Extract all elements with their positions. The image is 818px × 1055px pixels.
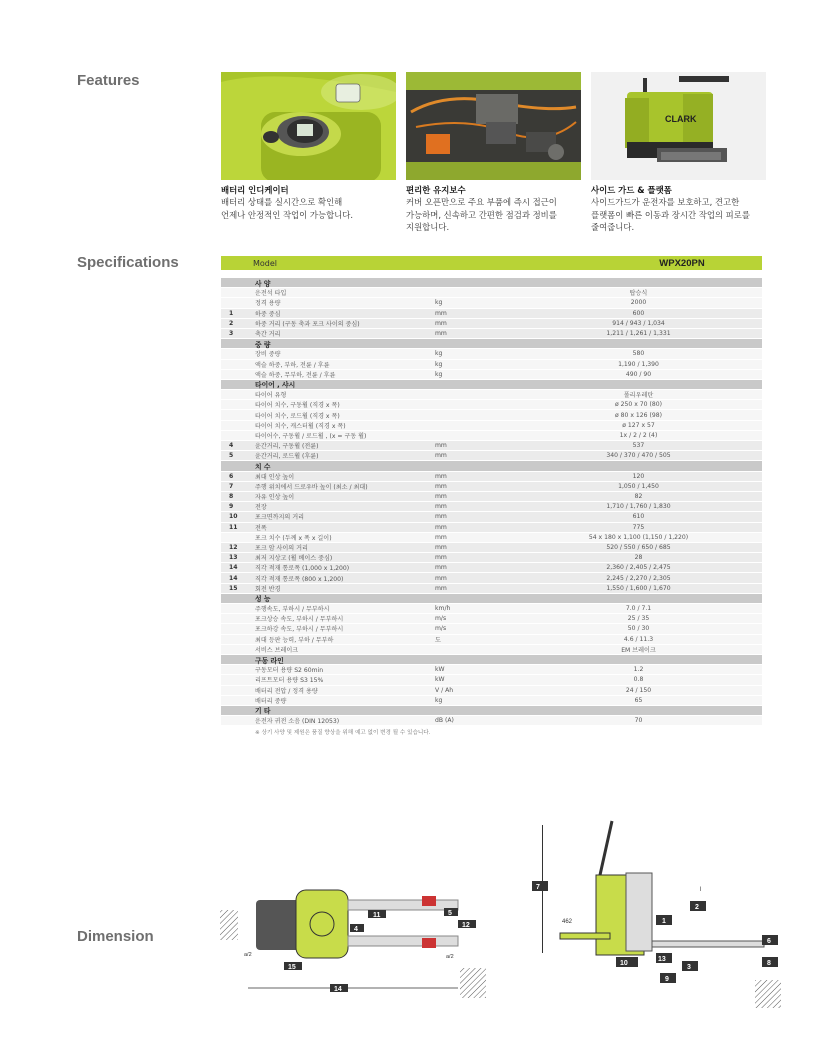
spec-desc: 타이어 치수, 캐스터휠 (직경 x 폭) (255, 422, 346, 430)
spec-row (221, 472, 762, 482)
spec-category-row (221, 380, 762, 390)
spec-unit: mm (435, 482, 447, 490)
spec-value: 1.2 (633, 666, 644, 674)
dim-label: a/2 (244, 952, 252, 958)
spec-unit: kg (435, 350, 443, 358)
spec-num: 3 (229, 330, 234, 338)
spec-desc: 액슬 하중, 부하, 전륜 / 후륜 (255, 361, 330, 369)
spec-desc: 직각 적재 통로폭 (1,000 x 1,200) (255, 565, 350, 573)
spec-unit: mm (435, 533, 447, 541)
spec-row (221, 360, 762, 370)
dim-label: 462 (562, 919, 573, 925)
spec-category: 중 량 (255, 340, 271, 349)
spec-unit: mm (435, 452, 447, 460)
spec-value: 120 (632, 472, 645, 480)
spec-desc: 주행속도, 부하시 / 무부하시 (255, 606, 330, 614)
model-value: WPX20PN (659, 257, 705, 269)
spec-desc: 윤간거리, 구동휠 (전륜) (255, 443, 319, 451)
spec-row (221, 410, 762, 420)
spec-unit: km/h (435, 605, 451, 613)
spec-value: 82 (634, 493, 643, 501)
spec-num: 15 (229, 584, 238, 592)
spec-value: 1,190 / 1,390 (618, 360, 659, 368)
spec-num: 6 (229, 472, 234, 480)
spec-row (221, 309, 762, 319)
spec-row (221, 482, 762, 492)
specifications-heading: Specifications (77, 254, 179, 271)
spec-category-row (221, 461, 762, 471)
spec-unit: 도 (435, 636, 441, 644)
spec-value: 25 / 35 (627, 615, 650, 623)
spec-category: 사 양 (255, 279, 271, 288)
spec-unit: mm (435, 319, 447, 327)
spec-num: 8 (229, 493, 234, 501)
spec-num: 12 (229, 543, 238, 551)
spec-value: 1,211 / 1,261 / 1,331 (606, 330, 671, 338)
spec-unit: mm (435, 543, 447, 551)
spec-desc: 전장 (255, 504, 267, 512)
spec-unit: mm (435, 584, 447, 592)
spec-row (221, 635, 762, 645)
spec-row (221, 502, 762, 512)
feature-title: 사이드 가드 & 플랫폼 (591, 185, 672, 195)
spec-num: 10 (229, 513, 238, 521)
spec-unit: mm (435, 554, 447, 562)
dim-label: 13 (658, 956, 666, 963)
spec-row (221, 298, 762, 308)
spec-desc: 포크하강 속도, 부하시 / 무부하시 (255, 626, 344, 634)
spec-row (221, 716, 762, 726)
spec-unit: mm (435, 472, 447, 480)
spec-value: 1,710 / 1,760 / 1,830 (606, 503, 671, 511)
spec-value: 7.0 / 7.1 (625, 605, 652, 613)
features-heading: Features (77, 72, 140, 89)
spec-value: 914 / 943 / 1,034 (612, 319, 665, 327)
dim-label: 12 (462, 922, 470, 929)
dimension-heading: Dimension (77, 928, 154, 945)
spec-row (221, 624, 762, 634)
spec-unit: mm (435, 493, 447, 501)
spec-row (221, 686, 762, 696)
spec-desc: 타이어 유형 (255, 392, 287, 400)
spec-desc: 포크상승 속도, 부하시 / 무부하시 (255, 616, 344, 624)
spec-unit: mm (435, 330, 447, 338)
spec-category: 치 수 (255, 462, 271, 471)
spec-desc: 주행 위치에서 드로우바 높이 (최소 / 최대) (255, 483, 368, 491)
spec-desc: 축간 거리 (255, 331, 281, 339)
spec-value: ø 250 x 70 (80) (615, 401, 662, 409)
dim-label: 5 (448, 910, 452, 917)
dim-label: 14 (334, 986, 342, 993)
battery-indicator-photo (221, 72, 396, 180)
spec-unit: m/s (435, 615, 447, 623)
dim-label: 1 (662, 918, 666, 925)
spec-desc: 최저 지상고 (휠 베이스 중심) (255, 555, 333, 563)
spec-value: 2000 (630, 299, 647, 307)
model-row (221, 256, 762, 270)
spec-category: 구동 라인 (255, 656, 284, 665)
spec-value: 775 (632, 523, 645, 531)
spec-rows (221, 278, 762, 726)
spec-unit: kg (435, 696, 443, 704)
spec-table (221, 256, 762, 736)
spec-row (221, 288, 762, 298)
spec-value: 54 x 180 x 1,100 (1,150 / 1,220) (588, 533, 689, 541)
dim-label: 8 (767, 960, 771, 967)
spec-value: EM 브레이크 (621, 646, 656, 654)
maintenance-photo (406, 72, 581, 180)
spec-row (221, 421, 762, 431)
spec-unit: dB (A) (435, 717, 454, 725)
spec-value: ø 127 x 57 (622, 421, 655, 429)
spec-row (221, 431, 762, 441)
spec-num: 11 (229, 523, 238, 531)
dim-label: 3 (687, 964, 691, 971)
spec-desc: 운전자 귀전 소음 (DIN 12053) (255, 718, 340, 726)
spec-value: 520 / 550 / 650 / 685 (606, 543, 671, 551)
spec-value: 4.6 / 11.3 (623, 635, 654, 643)
spec-unit: V / Ah (435, 686, 454, 694)
spec-desc: 배터리 중량 (255, 697, 287, 705)
spec-row (221, 584, 762, 594)
dim-label: 11 (373, 912, 381, 919)
spec-value: 2,245 / 2,270 / 2,305 (606, 574, 671, 582)
spec-desc: 하중 중심 (255, 310, 281, 318)
spec-desc: 리프트모터 용량 S3 15% (255, 677, 324, 685)
spec-row (221, 523, 762, 533)
spec-row (221, 512, 762, 522)
dim-label: 7 (536, 884, 540, 891)
spec-num: 9 (229, 503, 234, 511)
spec-row (221, 573, 762, 583)
feature-title: 편리한 유지보수 (406, 185, 466, 195)
spec-row (221, 400, 762, 410)
spec-desc: 서비스 브레이크 (255, 646, 299, 654)
dim-label: 15 (288, 964, 296, 971)
spec-value: 610 (632, 513, 645, 521)
spec-desc: 직각 적재 통로폭 (800 x 1,200) (255, 575, 344, 583)
spec-desc: 포크면까지의 거리 (255, 514, 305, 522)
spec-category: 기 타 (255, 707, 271, 716)
spec-category-row (221, 278, 762, 288)
feature-caption (406, 184, 581, 233)
spec-desc: 타이어수, 구동휠 / 로드휠 , (x = 구동 휠) (255, 432, 367, 440)
spec-value: 1,050 / 1,450 (618, 482, 659, 490)
spec-unit: kg (435, 299, 443, 307)
feature-desc: 커버 오픈만으로 주요 부품에 즉시 접근이 가능하며, 신속하고 간편한 점검과 정비를 지원합니다. (406, 197, 557, 232)
spec-row (221, 390, 762, 400)
spec-unit: mm (435, 574, 447, 582)
spec-desc: 하중 거리 (구동 축과 포크 사이의 중심) (255, 320, 360, 328)
spec-unit: mm (435, 523, 447, 531)
spec-value: 490 / 90 (625, 370, 652, 378)
dim-label: 10 (620, 960, 628, 967)
spec-unit: kW (435, 666, 445, 674)
feature-desc: 배터리 상태를 실시간으로 확인해 언제나 안정적인 작업이 가능합니다. (221, 197, 354, 220)
spec-desc: 포크 치수 (두께 x 폭 x 길이) (255, 534, 332, 542)
spec-desc: 구동모터 용량 S2 60min (255, 667, 324, 675)
dim-label: 2 (695, 904, 699, 911)
spec-category-row (221, 594, 762, 604)
spec-category: 성 능 (255, 595, 271, 604)
spec-unit: kW (435, 676, 445, 684)
spec-value: 537 (632, 442, 645, 450)
spec-value: 50 / 30 (627, 625, 650, 633)
spec-row (221, 451, 762, 461)
spec-note: ※ 상기 사양 및 제원은 품질 향상을 위해 예고 없이 변경 될 수 있습니다. (255, 730, 431, 737)
spec-category-row (221, 706, 762, 716)
spec-unit: mm (435, 309, 447, 317)
spec-value: ø 80 x 126 (98) (615, 411, 662, 419)
spec-num: 4 (229, 442, 234, 450)
spec-value: 600 (632, 309, 645, 317)
spec-desc: 액슬 하중, 무부하, 전륜 / 후륜 (255, 371, 336, 379)
dim-label: 6 (767, 938, 771, 945)
top-view-drawing (218, 880, 493, 1000)
spec-row (221, 370, 762, 380)
spec-num: 5 (229, 452, 234, 460)
spec-row (221, 614, 762, 624)
spec-value: 70 (634, 717, 643, 725)
spec-row (221, 553, 762, 563)
spec-row (221, 696, 762, 706)
spec-row (221, 319, 762, 329)
spec-num: 13 (229, 554, 238, 562)
spec-value: 65 (634, 696, 643, 704)
spec-unit: kg (435, 360, 443, 368)
spec-row (221, 665, 762, 675)
spec-num: 2 (229, 319, 234, 327)
spec-row (221, 675, 762, 685)
spec-value: 1,550 / 1,600 / 1,670 (606, 584, 671, 592)
spec-unit: m/s (435, 625, 447, 633)
spec-desc: 타이어 치수, 구동휠 (직경 x 폭) (255, 402, 340, 410)
spec-value: 1x / 2 / 2 (4) (619, 431, 658, 439)
spec-desc: 운전석 타입 (255, 290, 287, 298)
spec-num: 7 (229, 482, 234, 490)
feature-caption (591, 184, 766, 233)
spec-unit: mm (435, 564, 447, 572)
spec-value: 24 / 150 (625, 686, 652, 694)
spec-row (221, 604, 762, 614)
spec-value: 2,360 / 2,405 / 2,475 (606, 564, 671, 572)
dim-label: 9 (665, 976, 669, 983)
spec-row (221, 563, 762, 573)
spec-value: 0.8 (633, 676, 644, 684)
spec-row (221, 543, 762, 553)
spec-unit: mm (435, 513, 447, 521)
spec-desc: 최대 인상 높이 (255, 473, 295, 481)
spec-value: 580 (632, 350, 645, 358)
spec-row (221, 645, 762, 655)
spec-desc: 배터리 전압 / 정격 용량 (255, 687, 318, 695)
model-label: Model (253, 258, 278, 268)
spec-value: 340 / 370 / 470 / 505 (606, 452, 671, 460)
dim-label: 4 (354, 926, 358, 933)
spec-desc: 회전 반경 (255, 585, 281, 593)
spec-row (221, 441, 762, 451)
spec-row (221, 329, 762, 339)
spec-num: 14 (229, 564, 238, 572)
spec-value: 폴리우레탄 (623, 392, 654, 400)
spec-unit: mm (435, 503, 447, 511)
spec-category-row (221, 655, 762, 665)
spec-desc: 자유 인상 높이 (255, 494, 295, 502)
spec-desc: 정격 용량 (255, 300, 281, 308)
spec-row (221, 533, 762, 543)
spec-row (221, 492, 762, 502)
spec-category: 타이어 , 샤시 (255, 381, 296, 390)
spec-unit: mm (435, 442, 447, 450)
spec-value: 탑승식 (629, 290, 648, 298)
spec-unit: kg (435, 370, 443, 378)
spec-desc: 전폭 (255, 524, 267, 532)
spec-desc: 최대 등판 능력, 부하 / 무부하 (255, 636, 334, 644)
dim-label: a/2 (446, 954, 454, 960)
spec-desc: 타이어 치수, 로드휠 (직경 x 폭) (255, 412, 340, 420)
spec-value: 28 (634, 554, 643, 562)
spec-num: 14 (229, 574, 238, 582)
side-view-drawing (530, 815, 785, 1010)
feature-caption (221, 184, 396, 221)
spec-row (221, 349, 762, 359)
spec-desc: 윤간거리, 로드휠 (후륜) (255, 453, 319, 461)
brand-label: CLARK (665, 114, 697, 124)
feature-title: 배터리 인디케이터 (221, 185, 289, 195)
spec-num: 1 (229, 309, 234, 317)
spec-desc: 장비 중량 (255, 351, 281, 359)
dim-label: l (700, 887, 702, 893)
spec-desc: 포크 암 사이의 거리 (255, 544, 308, 552)
spec-category-row (221, 339, 762, 349)
side-guard-platform-photo (591, 72, 766, 180)
feature-desc: 사이드가드가 운전자를 보호하고, 견고한 플랫폼이 빠른 이동과 장시간 작업의 피로를 줄여줍니다. (591, 197, 750, 232)
